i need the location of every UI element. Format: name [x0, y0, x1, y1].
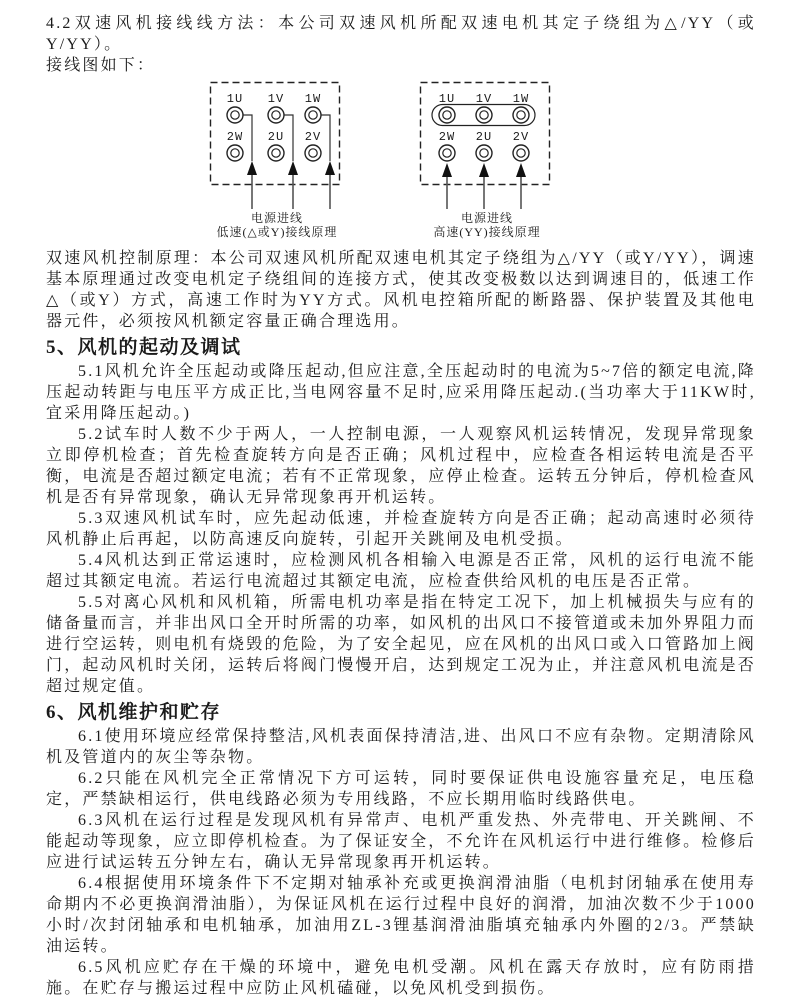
terminal-2W: [227, 130, 243, 161]
terminal-label: 1U: [226, 92, 244, 106]
terminal-outer-ring: [227, 145, 243, 161]
terminal-inner-ring: [231, 149, 239, 157]
terminal-label: 1W: [304, 92, 322, 106]
terminal-outer-ring: [305, 107, 321, 123]
high-speed-diagram-caption: [433, 211, 540, 239]
low-speed-diagram-caption: [217, 211, 338, 239]
paragraph-5-2: 5.2试车时人数不少于两人，一人控制电源，一人观察风机运转情况，发现异常现象立即停机检查；首先检查旋转方向是否正确；风机过程中，应检查各相运转电流是否平衡，电流是否超过额定电流；若有不正常现象，应停止检查。运转五分钟后，停机检查风机是否有异常现象，确认无异常现象再开机运转。: [46, 426, 756, 506]
terminal-1W: [513, 92, 529, 123]
caption-power-inlet: 电源进线: [460, 211, 513, 225]
terminal-outer-ring: [268, 145, 284, 161]
terminal-label: 1W: [512, 92, 530, 106]
terminal-outer-ring: [513, 145, 529, 161]
paragraph-5-5: 5.5对离心风机和风机箱，所需电机功率是指在特定工况下，加上机械损失与应有的储备量而言，并非出风口全开时所需的功率，如风机的出风口不接管道或未加外界阻力而进行空运转，则电机有烧毁的危险，为了安全起见，应在风机的出风口或入口管路加上阀门，起动风机时关闭，运转后将阀门慢慢开启，达到规定工况为止，并注意风机电流是否超过规定值。: [46, 594, 756, 695]
terminal-inner-ring: [517, 111, 525, 119]
low-speed-diagram-canvas: [202, 81, 352, 211]
arrow-head: [442, 163, 452, 177]
paragraph-6-3: 6.3风机在运行过程是发现风机有异常声、电机严重发热、外壳带电、开关跳闸、不能起动等现象，应立即停机检查。为了保证安全，不允许在风机运行中进行维修。检修后应进行试运转五分钟左右，确认无异常现象再开机运转。: [46, 812, 756, 871]
terminal-outer-ring: [305, 145, 321, 161]
paragraph-6-5: 6.5风机应贮存在干燥的环境中，避免电机受潮。风机在露天存放时，应有防雨措施。在贮存与搬运过程中应防止风机磕碰，以免风机受到损伤。: [46, 959, 756, 997]
terminal-1V: [476, 92, 492, 123]
terminal-inner-ring: [309, 111, 317, 119]
power-inlet-arrow-1V: [285, 115, 299, 209]
terminal-inner-ring: [231, 111, 239, 119]
power-wire: [322, 115, 331, 161]
terminal-1U: [439, 92, 455, 123]
terminal-inner-ring: [272, 149, 280, 157]
terminal-2U: [476, 130, 492, 161]
high-speed-wiring-diagram: [412, 81, 562, 239]
terminal-outer-ring: [268, 107, 284, 123]
terminal-1U: [227, 92, 243, 123]
terminal-label: 1U: [438, 92, 456, 106]
terminal-2V: [513, 130, 529, 161]
caption-power-inlet: 电源进线: [250, 211, 303, 225]
arrow-head: [247, 161, 257, 175]
power-inlet-arrow-2U: [479, 163, 489, 209]
power-inlet-arrow-1U: [244, 115, 258, 209]
intro-line-2: 接线图如下：: [46, 57, 156, 74]
high-speed-diagram-canvas: [412, 81, 562, 211]
terminal-inner-ring: [272, 111, 280, 119]
power-wire: [285, 115, 294, 161]
paragraph-5-3: 5.3双速风机试车时，应先起动低速，并检查旋转方向是否正确；起动高速时必须待风机静止后再起，以防高速反向旋转，引起开关跳闸及电机受损。: [46, 510, 756, 548]
terminal-1V: [268, 92, 284, 123]
terminal-1W: [305, 92, 321, 123]
terminal-inner-ring: [480, 149, 488, 157]
terminal-label: 2W: [226, 130, 244, 144]
paragraph-6-1: 6.1使用环境应经常保持整洁,风机表面保持清洁,进、出风口不应有杂物。定期清除风机及管道内的灰尘等杂物。: [46, 728, 756, 766]
wiring-diagrams: [46, 81, 756, 239]
terminal-outer-ring: [476, 107, 492, 123]
paragraph-6-4: 6.4根据使用环境条件下不定期对轴承补充或更换润滑油脂（电机封闭轴承在使用寿命期内不必更换润滑油脂），为保证风机在运行过程中良好的润滑，加油次数不少于1000小时/次封闭轴承和电机轴承，加油用ZL-3锂基润滑油脂填充轴承内外圈的2/3。严禁缺油运转。: [46, 875, 756, 955]
terminal-outer-ring: [227, 107, 243, 123]
arrow-head: [325, 161, 335, 175]
paragraph-5-4: 5.4风机达到正常运速时，应检测风机各相输入电源是否正常，风机的运行电流不能超过其额定电流。若运行电流超过其额定电流，应检查供给风机的电压是否正常。: [46, 552, 756, 590]
section-5-heading: 5、风机的起动及调试: [46, 337, 242, 358]
terminal-label: 2U: [475, 130, 493, 144]
terminal-label: 2V: [304, 130, 322, 144]
terminal-outer-ring: [476, 145, 492, 161]
caption-high-speed-principle: 高速(YY)接线原理: [433, 225, 541, 239]
power-inlet-arrow-2V: [516, 163, 526, 209]
intro-line-1: 4.2双速风机接线线方法：本公司双速风机所配双速电机其定子绕组为△/YY（或Y/YY）。: [46, 15, 756, 53]
terminal-label: 1V: [267, 92, 285, 106]
low-speed-wiring-diagram: [202, 81, 352, 239]
caption-low-speed-principle: 低速(△或Y)接线原理: [216, 225, 338, 239]
terminal-inner-ring: [443, 149, 451, 157]
power-inlet-arrow-1W: [322, 115, 336, 209]
terminal-inner-ring: [309, 149, 317, 157]
terminal-inner-ring: [480, 111, 488, 119]
terminal-label: 2V: [512, 130, 530, 144]
terminal-outer-ring: [513, 107, 529, 123]
power-inlet-arrow-2W: [442, 163, 452, 209]
terminal-2W: [439, 130, 455, 161]
arrow-head: [288, 161, 298, 175]
terminal-outer-ring: [439, 107, 455, 123]
paragraph-5-1: 5.1风机允许全压起动或降压起动,但应注意,全压起动时的电流为5~7倍的额定电流,降压起动转距与电压平方成正比,当电网容量不足时,应采用降压起动.(当功率大于11KW时,宜采用降压起动。): [46, 363, 756, 422]
terminal-label: 2W: [438, 130, 456, 144]
control-principle-paragraph: 双速风机控制原理：本公司双速风机所配双速电机其定子绕组为△/YY（或Y/YY），调速基本原理通过改变电机定子绕组间的连接方式，使其改变极数以达到调速目的，低速工作△（或Y）方式，高速工作时为YY方式。风机电控箱所配的断路器、保护装置及其他电器元件，必须按风机额定容量正确合理选用。: [46, 250, 756, 330]
section-6-heading: 6、风机维护和贮存: [46, 702, 222, 723]
paragraph-6-2: 6.2只能在风机完全正常情况下方可运转，同时要保证供电设施容量充足，电压稳定，严禁缺相运行，供电线路必须为专用线路，不应长期用临时线路供电。: [46, 770, 756, 808]
terminal-2V: [305, 130, 321, 161]
terminal-label: 2U: [267, 130, 285, 144]
power-wire: [244, 115, 253, 161]
arrow-head: [479, 163, 489, 177]
terminal-outer-ring: [439, 145, 455, 161]
terminal-label: 1V: [475, 92, 493, 106]
terminal-inner-ring: [443, 111, 451, 119]
arrow-head: [516, 163, 526, 177]
terminal-2U: [268, 130, 284, 161]
terminal-inner-ring: [517, 149, 525, 157]
